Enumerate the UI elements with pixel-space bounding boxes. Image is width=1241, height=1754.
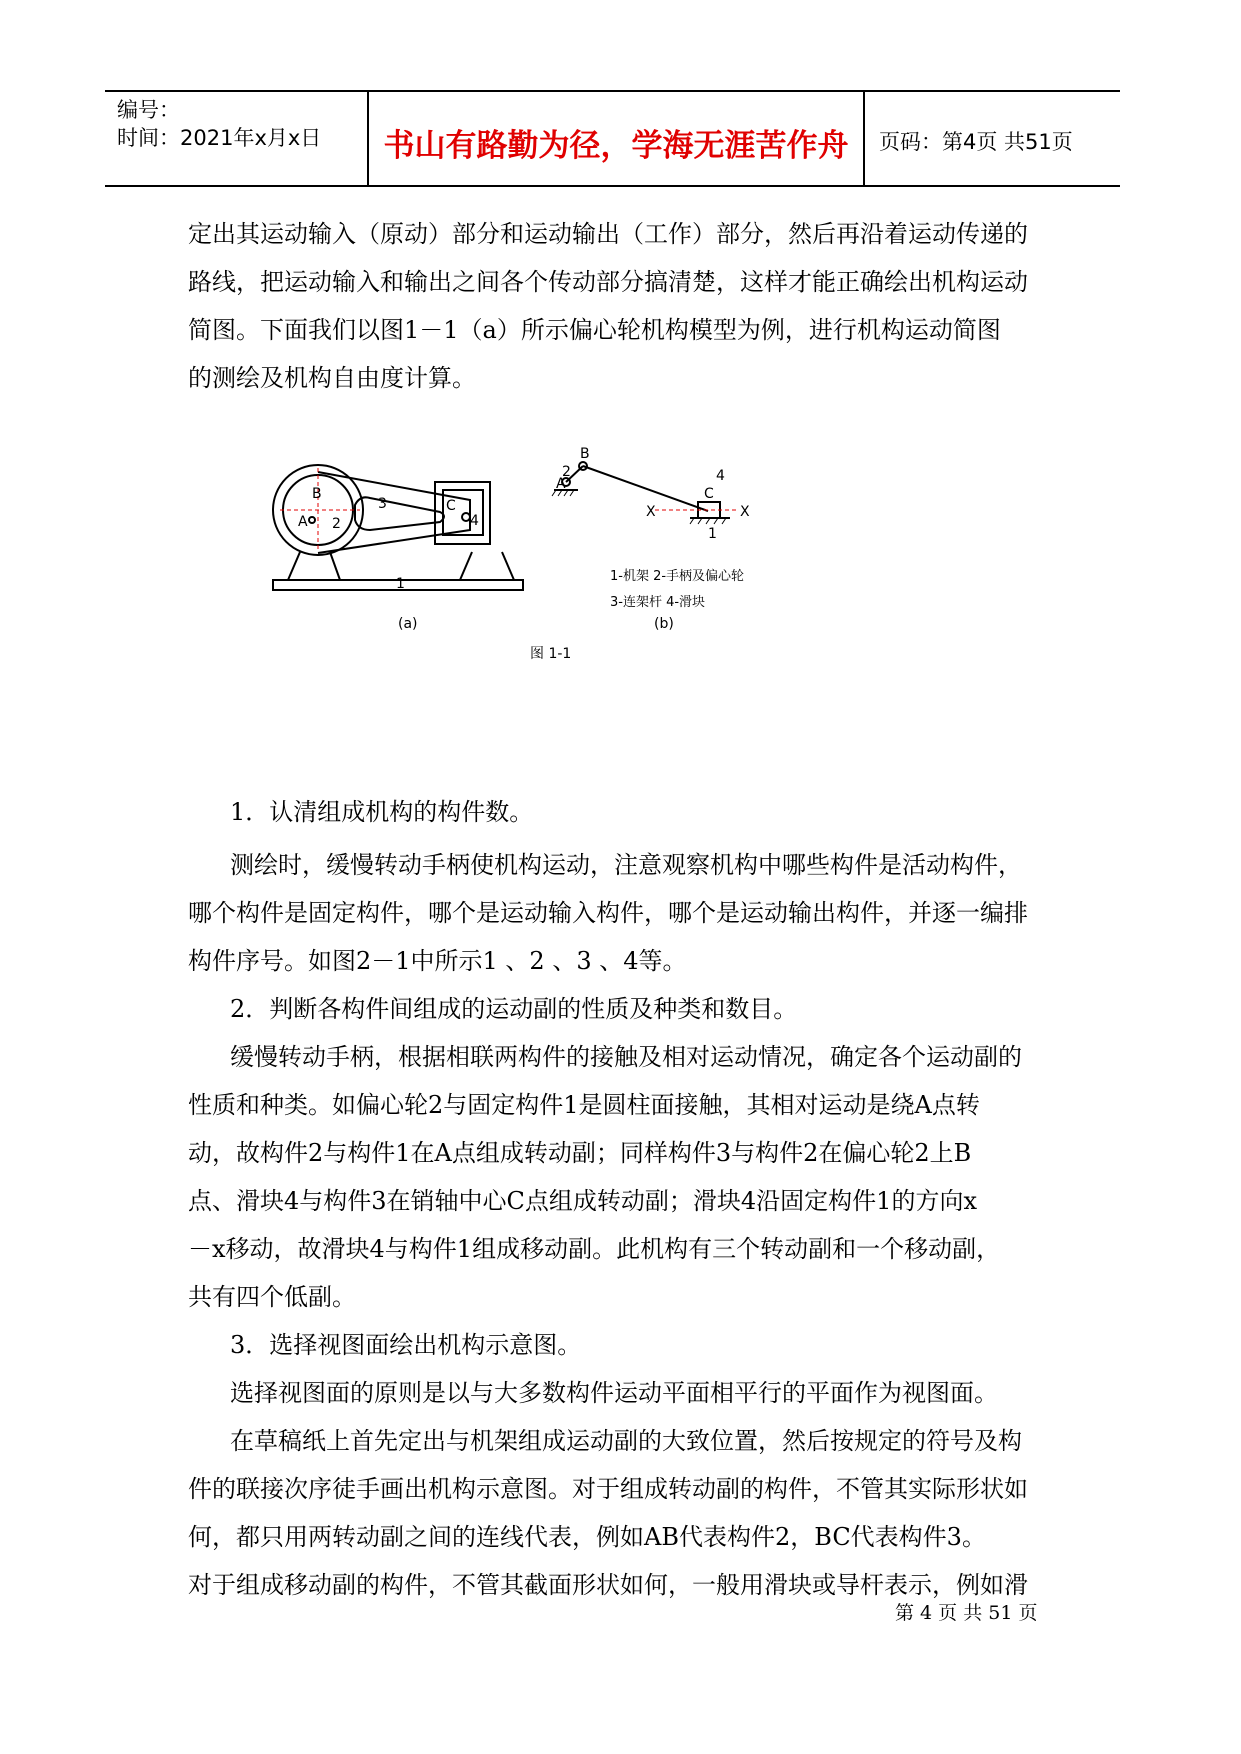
step-2-line: －x移动，故滑块4与构件1组成移动副。此机构有三个转动副和一个移动副， <box>188 1235 1001 1263</box>
header-page-code: 页码：第4页 共51页 <box>879 130 1073 154</box>
step-1-line: 哪个构件是固定构件，哪个是运动输入构件，哪个是运动输出构件，并逐一编排 <box>188 899 1028 927</box>
step-2-line: 点、滑块4与构件3在销轴中心C点组成转动副；滑块4沿固定构件1的方向x <box>188 1187 977 1215</box>
fig-b-legend-line-2: 3-连架杆 4-滑块 <box>610 595 706 610</box>
fig-a-caption: (a) <box>398 616 418 632</box>
fig-a-label-3: 3 <box>378 496 387 512</box>
pin-c <box>462 513 470 521</box>
rod-slot <box>355 497 444 530</box>
fig-a-label-a: A <box>298 514 308 530</box>
fig-b-label-a: A <box>556 476 566 492</box>
step-3-line: 对于组成移动副的构件，不管其截面形状如何，一般用滑块或导杆表示，例如滑 <box>188 1571 1028 1599</box>
fig-b-label-x-left: X <box>646 504 656 520</box>
fig-a-label-2: 2 <box>332 516 341 532</box>
intro-line: 定出其运动输入（原动）部分和运动输出（工作）部分，然后再沿着运动传递的 <box>188 220 1028 248</box>
step-3-title: 3．选择视图面绘出机构示意图。 <box>230 1331 582 1359</box>
step-2-line: 缓慢转动手柄，根据相联两构件的接触及相对运动情况，确定各个运动副的 <box>230 1043 1022 1071</box>
fig-b-label-4: 4 <box>716 468 725 484</box>
step-1-title: 1．认清组成机构的构件数。 <box>230 798 534 826</box>
step-2-title: 2．判断各构件间组成的运动副的性质及种类和数目。 <box>230 995 798 1023</box>
fig-b-legend-line-1: 1-机架 2-手柄及偏心轮 <box>610 569 745 584</box>
fig-b-label-b: B <box>580 446 590 462</box>
fig-b-label-2: 2 <box>562 464 571 480</box>
slider-4 <box>698 502 720 518</box>
fig-b-label-x-right: X <box>740 504 750 520</box>
header-left-cell <box>105 92 369 185</box>
left-support <box>288 552 340 580</box>
intro-line: 的测绘及机构自由度计算。 <box>188 364 476 392</box>
fig-a-label-b: B <box>312 486 322 502</box>
document-number-label: 编号： <box>117 98 180 122</box>
fig-a-label-1: 1 <box>396 576 405 592</box>
figure-caption: 图 1-1 <box>530 646 572 662</box>
step-1-line: 构件序号。如图2－1中所示1 、2 、3 、4等。 <box>188 947 687 975</box>
fig-a-label-4: 4 <box>470 513 479 529</box>
fig-b-label-c: C <box>704 486 714 502</box>
step-3-line: 件的联接次序徒手画出机构示意图。对于组成转动副的构件，不管其实际形状如 <box>188 1475 1028 1503</box>
fig-b-label-1: 1 <box>708 526 717 542</box>
step-2-line: 共有四个低副。 <box>188 1283 356 1311</box>
intro-line: 简图。下面我们以图1－1（a）所示偏心轮机构模型为例，进行机构运动简图 <box>188 316 1001 344</box>
intro-line: 路线，把运动输入和输出之间各个传动部分搞清楚，这样才能正确绘出机构运动 <box>188 268 1028 296</box>
fig-a-label-c: C <box>446 498 456 514</box>
fig-b-caption: (b) <box>654 616 674 632</box>
pin-a <box>309 517 315 523</box>
step-1-line: 测绘时，缓慢转动手柄使机构运动，注意观察机构中哪些构件是活动构件， <box>230 851 1022 879</box>
document-time-label: 时间：2021年x月x日 <box>117 126 322 150</box>
step-2-line: 动，故构件2与构件1在A点组成转动副；同样构件3与构件2在偏心轮2上B <box>188 1139 972 1167</box>
page-footer: 第 4 页 共 51 页 <box>895 1602 1038 1624</box>
step-3-line: 选择视图面的原则是以与大多数构件运动平面相平行的平面作为视图面。 <box>230 1379 998 1407</box>
mechanism-figure <box>260 446 920 740</box>
step-3-line: 何，都只用两转动副之间的连线代表，例如AB代表构件2，BC代表构件3。 <box>188 1523 986 1551</box>
step-2-line: 性质和种类。如偏心轮2与固定构件1是圆柱面接触，其相对运动是绕A点转 <box>188 1091 980 1119</box>
page-header <box>105 90 1120 187</box>
header-middle-cell <box>369 92 865 185</box>
header-motto: 书山有路勤为径，学海无涯苦作舟 <box>383 128 849 164</box>
step-3-line: 在草稿纸上首先定出与机架组成运动副的大致位置，然后按规定的符号及构 <box>230 1427 1022 1455</box>
header-right-cell <box>865 92 1120 185</box>
right-support <box>460 552 514 580</box>
